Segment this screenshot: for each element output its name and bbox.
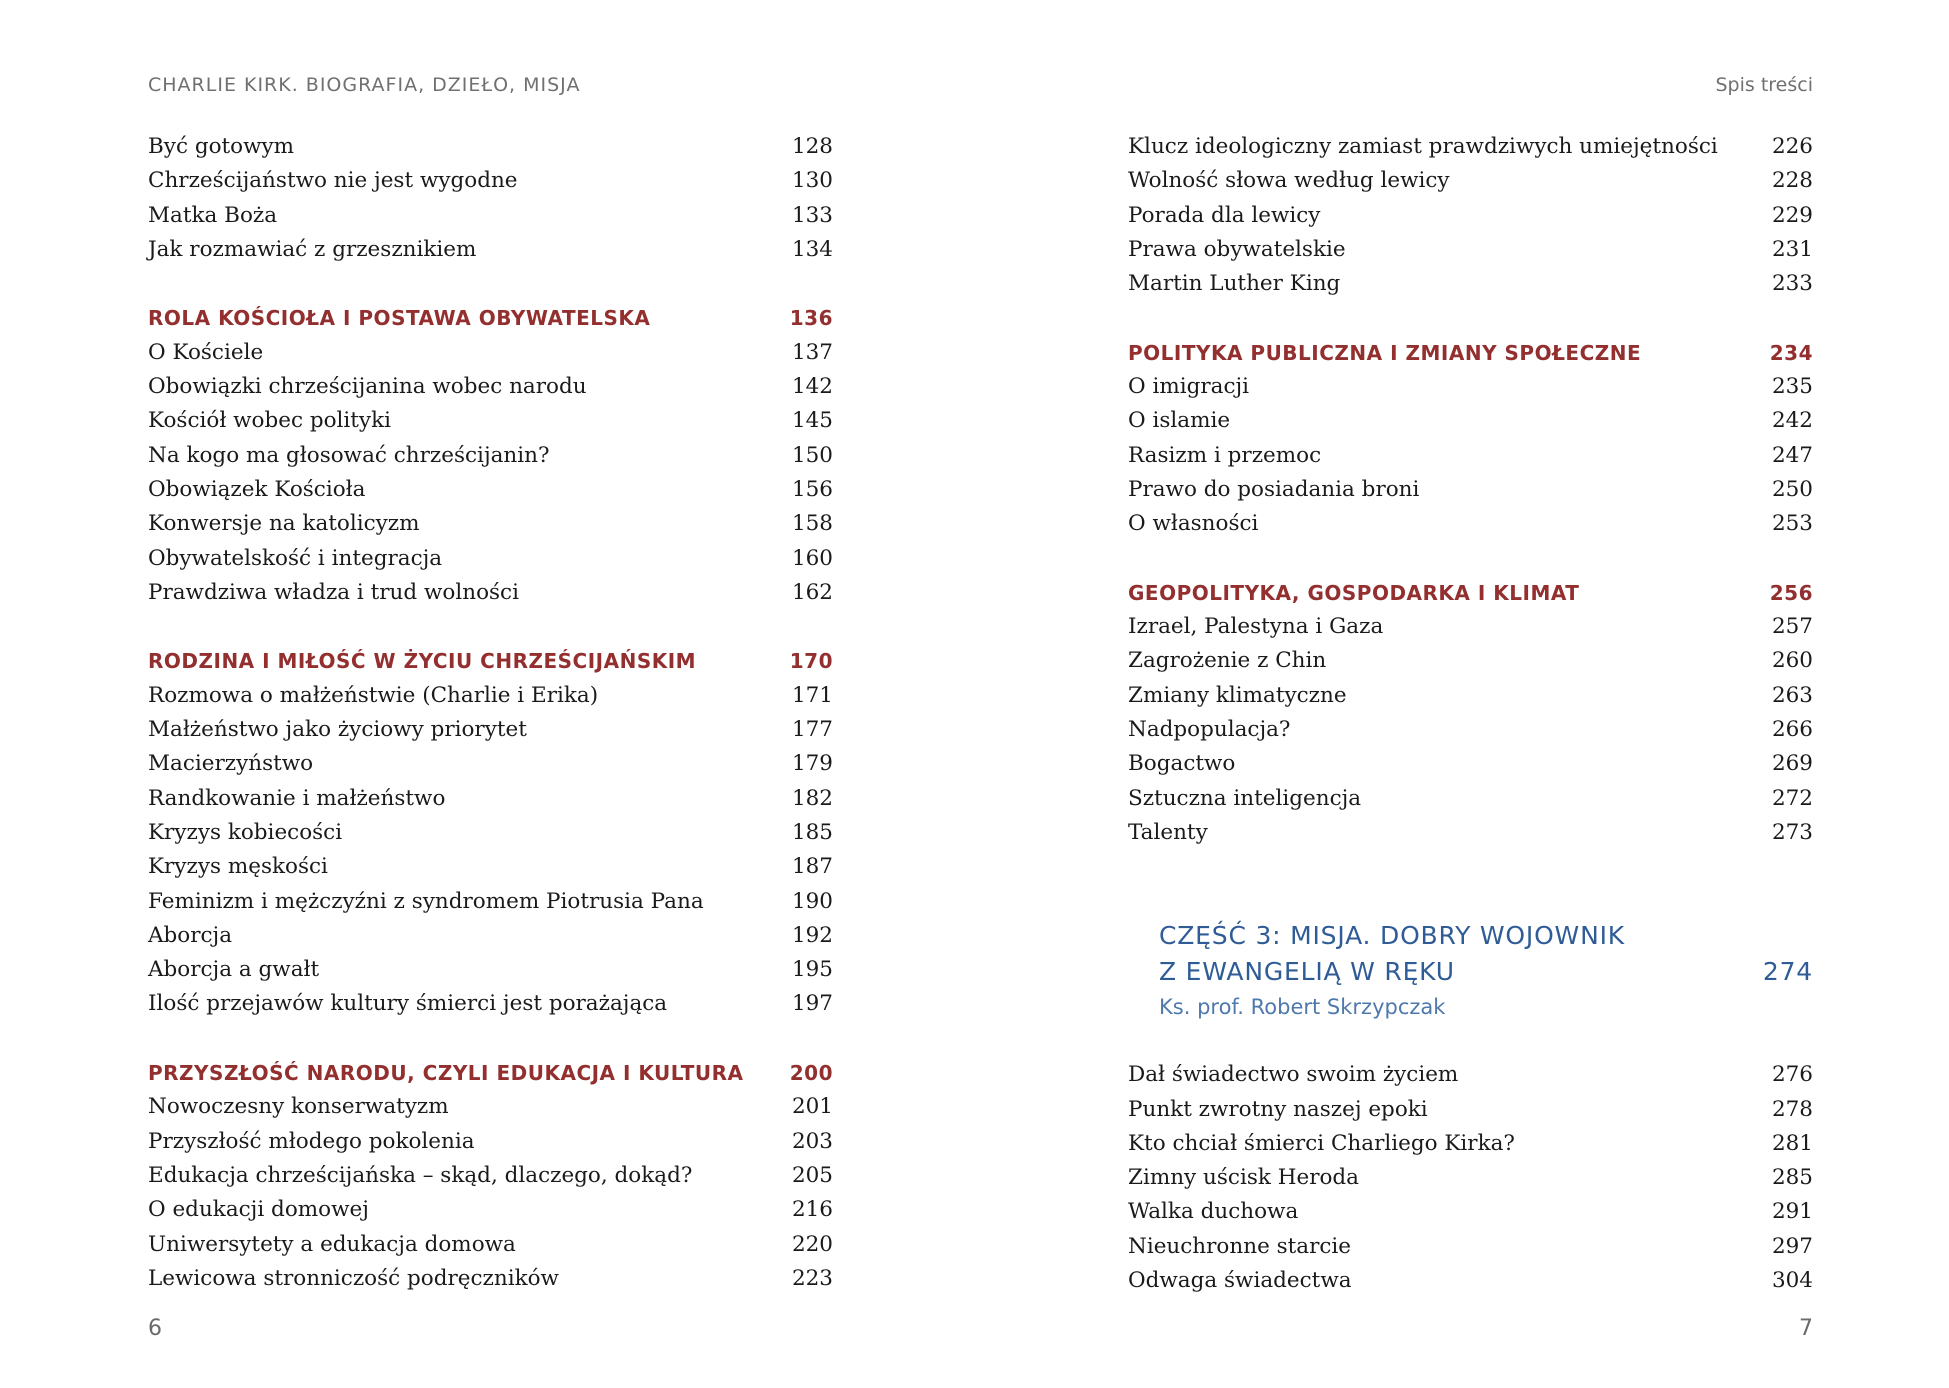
- part-heading[interactable]: [1128, 918, 1813, 1024]
- entry-page: 150: [791, 442, 833, 468]
- entry-page: 223: [791, 1265, 833, 1291]
- toc-entry[interactable]: [148, 1193, 833, 1227]
- toc-entry[interactable]: [1128, 267, 1813, 301]
- entry-page: 220: [791, 1231, 833, 1257]
- entry-title: O Kościele: [148, 339, 264, 365]
- entry-title: Talenty: [1128, 819, 1208, 845]
- toc-entry[interactable]: [1128, 404, 1813, 438]
- entry-title: Prawa obywatelskie: [1128, 236, 1346, 262]
- entry-page: 250: [1771, 476, 1813, 502]
- entry-title: Zmiany klimatyczne: [1128, 682, 1347, 708]
- entry-title: Aborcja a gwałt: [148, 957, 320, 983]
- entry-title: Małżeństwo jako życiowy priorytet: [148, 717, 527, 743]
- entry-title: Aborcja: [148, 922, 233, 948]
- entry-page: 273: [1771, 819, 1813, 845]
- entry-page: 156: [791, 476, 833, 502]
- section-page: 256: [1769, 580, 1813, 605]
- entry-page: 291: [1771, 1199, 1813, 1225]
- toc-entry[interactable]: [148, 370, 833, 404]
- toc-entry[interactable]: [1128, 679, 1813, 713]
- entry-page: 158: [791, 511, 833, 537]
- section-page: 200: [789, 1061, 833, 1086]
- entry-title: O imigracji: [1128, 374, 1250, 400]
- entry-title: Walka duchowa: [1128, 1199, 1299, 1225]
- entry-title: Uniwersytety a edukacja domowa: [148, 1231, 516, 1257]
- entry-title: Nadpopulacja?: [1128, 717, 1291, 743]
- entry-page: 231: [1771, 236, 1813, 262]
- entry-title: Lewicowa stronniczość podręczników: [148, 1265, 559, 1291]
- section-heading[interactable]: [1128, 336, 1813, 370]
- entry-title: Martin Luther King: [1128, 271, 1341, 297]
- entry-title: Prawo do posiadania broni: [1128, 476, 1420, 502]
- entry-page: 281: [1771, 1130, 1813, 1156]
- entry-page: 162: [791, 579, 833, 605]
- toc-entry[interactable]: [148, 439, 833, 473]
- toc-entry[interactable]: [1128, 782, 1813, 816]
- entry-page: 192: [791, 922, 833, 948]
- toc-entry[interactable]: [1128, 473, 1813, 507]
- entry-page: 297: [1771, 1233, 1813, 1259]
- entry-title: Obywatelskość i integracja: [148, 545, 443, 571]
- toc-entry[interactable]: [148, 542, 833, 576]
- entry-page: 203: [791, 1128, 833, 1154]
- toc-entry[interactable]: [1128, 233, 1813, 267]
- toc-entry[interactable]: [1128, 816, 1813, 850]
- entry-title: Zimny uścisk Heroda: [1128, 1165, 1359, 1191]
- toc-entry[interactable]: [1128, 713, 1813, 747]
- part-page: 274: [1762, 957, 1813, 987]
- toc-entry[interactable]: [1128, 370, 1813, 404]
- toc-entry[interactable]: [148, 782, 833, 816]
- part-title-line-2: [1159, 954, 1813, 990]
- section-title: ROLA KOŚCIOŁA I POSTAWA OBYWATELSKA: [148, 306, 651, 331]
- entry-page: 304: [1771, 1268, 1813, 1294]
- section-page: 136: [789, 306, 833, 331]
- entry-page: 272: [1771, 785, 1813, 811]
- toc-entry[interactable]: [148, 164, 833, 198]
- entry-title: Sztuczna inteligencja: [1128, 785, 1362, 811]
- toc-entry[interactable]: [1128, 130, 1813, 164]
- entry-title: Rozmowa o małżeństwie (Charlie i Erika): [148, 682, 599, 708]
- entry-page: 197: [791, 991, 833, 1017]
- entry-page: 190: [791, 888, 833, 914]
- entry-title: Odwaga świadectwa: [1128, 1268, 1352, 1294]
- toc-entry[interactable]: [1128, 164, 1813, 198]
- entry-page: 266: [1771, 717, 1813, 743]
- toc-entry[interactable]: [148, 473, 833, 507]
- entry-page: 247: [1771, 442, 1813, 468]
- entry-page: 226: [1771, 134, 1813, 159]
- entry-page: 257: [1771, 614, 1813, 640]
- entry-title: Edukacja chrześcijańska – skąd, dlaczego, dokąd?: [148, 1162, 693, 1188]
- toc-entry[interactable]: [148, 747, 833, 781]
- section-title: RODZINA I MIŁOŚĆ W ŻYCIU CHRZEŚCIJAŃSKIM: [148, 649, 697, 674]
- entry-page: 242: [1771, 408, 1813, 434]
- toc-entry[interactable]: [148, 507, 833, 541]
- entry-title: Konwersje na katolicyzm: [148, 511, 420, 537]
- entry-page: 235: [1771, 374, 1813, 400]
- entry-title: Klucz ideologiczny zamiast prawdziwych umiejętności: [1128, 134, 1718, 159]
- toc-entry[interactable]: [148, 1262, 833, 1296]
- toc-entry[interactable]: [1128, 1195, 1813, 1229]
- entry-title: Macierzyństwo: [148, 751, 314, 777]
- entry-title: Chrześcijaństwo nie jest wygodne: [148, 168, 518, 194]
- toc-entry[interactable]: [148, 713, 833, 747]
- entry-title: Bogactwo: [1128, 751, 1236, 777]
- section-title: POLITYKA PUBLICZNA I ZMIANY SPOŁECZNE: [1128, 340, 1642, 365]
- entry-page: 285: [1771, 1165, 1813, 1191]
- section-title: PRZYSZŁOŚĆ NARODU, CZYLI EDUKACJA I KULTURA: [148, 1061, 744, 1086]
- entry-title: O islamie: [1128, 408, 1231, 434]
- entry-page: 179: [791, 751, 833, 777]
- toc-entry[interactable]: [1128, 610, 1813, 644]
- section-heading[interactable]: [148, 1056, 833, 1090]
- toc-entry[interactable]: [1128, 1264, 1813, 1298]
- toc-entry[interactable]: [1128, 1093, 1813, 1127]
- entry-page: 205: [791, 1162, 833, 1188]
- toc-entry[interactable]: [1128, 507, 1813, 541]
- entry-page: 276: [1771, 1062, 1813, 1088]
- page-number: 6: [148, 1316, 162, 1341]
- entry-title: Izrael, Palestyna i Gaza: [1128, 614, 1384, 640]
- entry-page: 278: [1771, 1096, 1813, 1122]
- part-title-text: Z EWANGELIĄ W RĘKU: [1159, 957, 1455, 987]
- entry-title: Wolność słowa według lewicy: [1128, 168, 1450, 194]
- toc-entry[interactable]: [1128, 644, 1813, 678]
- toc-entry[interactable]: [1128, 199, 1813, 233]
- entry-title: Porada dla lewicy: [1128, 202, 1321, 228]
- entry-title: Matka Boża: [148, 202, 278, 228]
- section-page: 170: [789, 649, 833, 674]
- section-heading[interactable]: [148, 644, 833, 678]
- section-heading[interactable]: [1128, 576, 1813, 610]
- part-title-text: CZĘŚĆ 3: MISJA. DOBRY WOJOWNIK: [1159, 921, 1625, 951]
- entry-title: Kościół wobec polityki: [148, 408, 391, 434]
- entry-title: Kryzys męskości: [148, 854, 328, 880]
- entry-title: O własności: [1128, 511, 1259, 537]
- entry-page: 133: [791, 202, 833, 228]
- entry-page: 229: [1771, 202, 1813, 228]
- entry-title: Dał świadectwo swoim życiem: [1128, 1062, 1459, 1088]
- entry-title: Jak rozmawiać z grzesznikiem: [148, 236, 477, 262]
- entry-page: 142: [791, 374, 833, 400]
- entry-title: Nieuchronne starcie: [1128, 1233, 1352, 1259]
- entry-title: Nowoczesny konserwatyzm: [148, 1094, 449, 1120]
- toc-entry[interactable]: [1128, 1230, 1813, 1264]
- entry-title: Feminizm i mężczyźni z syndromem Piotrusia Pana: [148, 888, 704, 914]
- entry-page: 185: [791, 819, 833, 845]
- toc-entry[interactable]: [1128, 1161, 1813, 1195]
- entry-page: 201: [791, 1094, 833, 1120]
- entry-title: Przyszłość młodego pokolenia: [148, 1128, 475, 1154]
- toc-entry[interactable]: [1128, 439, 1813, 473]
- entry-title: Na kogo ma głosować chrześcijanin?: [148, 442, 550, 468]
- running-header: Spis treści: [1715, 74, 1813, 96]
- entry-page: 171: [791, 682, 833, 708]
- entry-page: 216: [791, 1197, 833, 1223]
- entry-page: 130: [791, 168, 833, 194]
- toc-list: [1128, 130, 1813, 1298]
- part-title-line-1: [1159, 918, 1813, 954]
- toc-entry[interactable]: [148, 953, 833, 987]
- toc-entry[interactable]: [148, 816, 833, 850]
- section-heading[interactable]: [148, 301, 833, 335]
- toc-entry[interactable]: [148, 1090, 833, 1124]
- section-page: 234: [1769, 340, 1813, 365]
- part-author: Ks. prof. Robert Skrzypczak: [1159, 995, 1446, 1020]
- entry-title: Punkt zwrotny naszej epoki: [1128, 1096, 1428, 1122]
- entry-title: Obowiązek Kościoła: [148, 476, 366, 502]
- toc-entry[interactable]: [148, 919, 833, 953]
- entry-page: 187: [791, 854, 833, 880]
- entry-page: 260: [1771, 648, 1813, 674]
- toc-entry[interactable]: [148, 850, 833, 884]
- entry-page: 160: [791, 545, 833, 571]
- toc-entry[interactable]: [148, 1125, 833, 1159]
- section-title: GEOPOLITYKA, GOSPODARKA I KLIMAT: [1128, 580, 1580, 605]
- entry-page: 137: [791, 339, 833, 365]
- entry-title: Ilość przejawów kultury śmierci jest porażająca: [148, 991, 668, 1017]
- toc-entry[interactable]: [148, 885, 833, 919]
- entry-title: Kto chciał śmierci Charliego Kirka?: [1128, 1130, 1515, 1156]
- entry-page: 253: [1771, 511, 1813, 537]
- toc-entry[interactable]: [148, 404, 833, 438]
- entry-title: Zagrożenie z Chin: [1128, 648, 1327, 674]
- toc-entry[interactable]: [148, 679, 833, 713]
- entry-page: 263: [1771, 682, 1813, 708]
- toc-entry[interactable]: [148, 576, 833, 610]
- entry-page: 134: [791, 236, 833, 262]
- toc-entry[interactable]: [1128, 747, 1813, 781]
- toc-list: [148, 130, 833, 1296]
- toc-entry[interactable]: [148, 1228, 833, 1262]
- entry-title: Obowiązki chrześcijanina wobec narodu: [148, 374, 587, 400]
- entry-page: 269: [1771, 751, 1813, 777]
- entry-title: Prawdziwa władza i trud wolności: [148, 579, 519, 605]
- entry-page: 177: [791, 717, 833, 743]
- toc-entry[interactable]: [148, 987, 833, 1021]
- toc-entry[interactable]: [1128, 1127, 1813, 1161]
- entry-page: 228: [1771, 168, 1813, 194]
- entry-title: Kryzys kobiecości: [148, 819, 343, 845]
- right-page: [975, 0, 1949, 1388]
- toc-entry[interactable]: [148, 336, 833, 370]
- entry-title: O edukacji domowej: [148, 1197, 369, 1223]
- entry-page: 233: [1771, 271, 1813, 297]
- entry-page: 128: [791, 134, 833, 159]
- toc-entry[interactable]: [148, 199, 833, 233]
- page-number: 7: [1799, 1316, 1813, 1341]
- entry-title: Być gotowym: [148, 134, 295, 159]
- toc-entry[interactable]: [148, 1159, 833, 1193]
- running-header: CHARLIE KIRK. BIOGRAFIA, DZIEŁO, MISJA: [148, 74, 581, 96]
- toc-entry[interactable]: [148, 130, 833, 164]
- toc-entry[interactable]: [148, 233, 833, 267]
- entry-page: 182: [791, 785, 833, 811]
- entry-title: Rasizm i przemoc: [1128, 442, 1322, 468]
- entry-title: Randkowanie i małżeństwo: [148, 785, 446, 811]
- entry-page: 145: [791, 408, 833, 434]
- entry-page: 195: [791, 957, 833, 983]
- toc-entry[interactable]: [1128, 1058, 1813, 1092]
